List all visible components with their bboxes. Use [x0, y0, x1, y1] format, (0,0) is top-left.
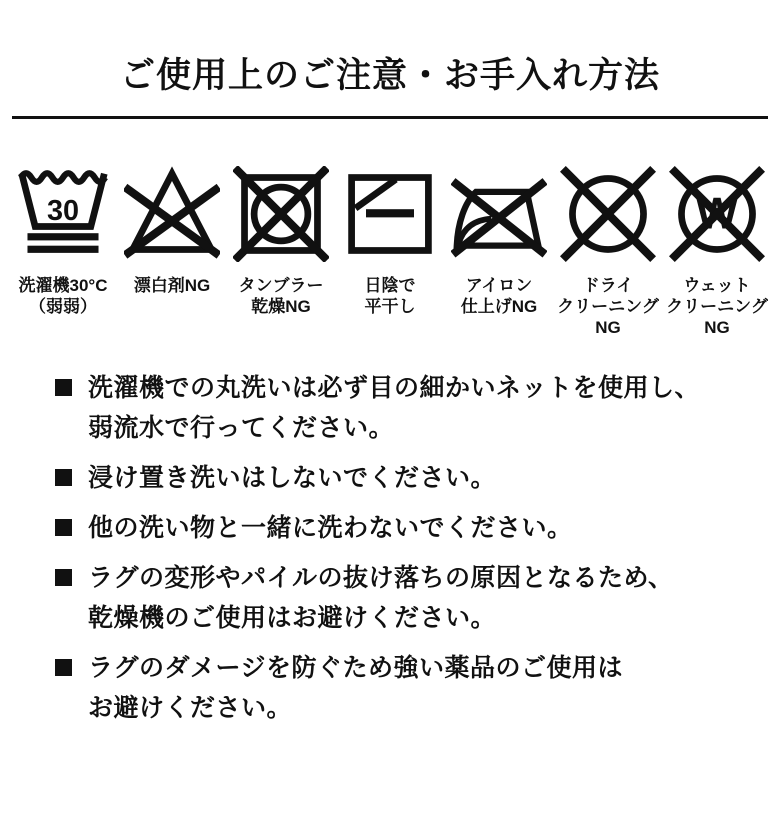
care-symbol-shade-flat-dry — [337, 166, 443, 317]
care-symbol-label — [557, 275, 659, 338]
care-symbol-label — [365, 275, 416, 317]
care-symbol-label-line: NG — [595, 318, 621, 337]
care-note-line: お避けください。 — [88, 694, 293, 722]
care-symbol-label-line: 洗濯機30°C — [18, 276, 108, 295]
care-note-line: ラグの変形やパイルの抜け落ちの原因となるため、 — [88, 564, 674, 592]
care-note-line: 他の洗い物と一緒に洗わないでください。 — [88, 514, 573, 542]
care-note — [55, 458, 762, 498]
care-note-text — [88, 368, 700, 448]
wash-30-weak-icon — [15, 166, 111, 262]
no-wet-cleaning-icon — [669, 166, 765, 262]
care-note-text — [88, 648, 623, 728]
page-title: ご使用上のご注意・お手入れ方法 — [119, 56, 660, 95]
care-symbol-label-line: 乾燥NG — [251, 297, 311, 316]
care-note — [55, 648, 762, 728]
care-symbol-label-line: 日陰で — [364, 276, 416, 295]
care-symbol-label-line: 平干し — [364, 297, 416, 316]
no-dry-cleaning-icon — [560, 166, 656, 262]
no-tumble-dry-icon — [233, 166, 329, 262]
care-note-text — [88, 458, 496, 498]
care-symbol-label-line: クリーニング — [666, 297, 768, 316]
no-iron-icon — [451, 166, 547, 262]
bullet-square-icon — [55, 569, 72, 586]
care-note-line: 浸け置き洗いはしないでください。 — [88, 464, 497, 492]
care-symbol-label-line: （弱弱） — [28, 297, 97, 316]
bullet-square-icon — [55, 659, 72, 676]
care-symbol-label — [239, 275, 324, 317]
care-symbol-label — [461, 275, 538, 317]
care-symbol-label — [134, 275, 211, 296]
care-note — [55, 508, 762, 548]
care-symbol-label — [19, 275, 108, 317]
care-symbol-label-line: ドライ — [582, 276, 634, 295]
bullet-square-icon — [55, 379, 72, 396]
care-note-line: 乾燥機のご使用はお避けください。 — [88, 604, 497, 632]
care-symbol-no-iron — [446, 166, 552, 317]
care-symbol-no-bleach — [119, 166, 225, 296]
care-symbol-label-line: タンブラー — [238, 276, 324, 295]
care-symbol-no-dry-cleaning — [555, 166, 661, 338]
care-note-line: ラグのダメージを防ぐため強い薬品のご使用は — [88, 654, 624, 682]
title-divider — [12, 116, 768, 119]
care-symbol-no-wet-cleaning — [664, 166, 770, 338]
care-symbol-label-line: 漂白剤NG — [133, 276, 211, 295]
care-symbol-label-line: ウェット — [683, 276, 751, 295]
wash-temperature-value: 30 — [46, 194, 80, 227]
care-note-text — [88, 508, 573, 548]
care-symbol-no-tumble-dry — [228, 166, 334, 317]
bullet-square-icon — [55, 469, 72, 486]
care-symbol-label-line: クリーニング — [557, 297, 659, 316]
care-notes-list — [0, 368, 780, 728]
care-symbol-label-line: 仕上げNG — [460, 297, 538, 316]
care-note-line: 洗濯機での丸洗いは必ず目の細かいネットを使用し、 — [88, 374, 701, 402]
care-symbol-label-line: NG — [704, 318, 730, 337]
care-symbol-label — [666, 275, 768, 338]
care-symbol-wash-30 — [10, 166, 116, 317]
care-symbols-row — [0, 166, 780, 338]
care-note-line: 弱流水で行ってください。 — [88, 414, 395, 442]
bullet-square-icon — [55, 519, 72, 536]
care-symbol-label-line: アイロン — [465, 276, 533, 295]
shade-flat-dry-icon — [342, 166, 438, 262]
care-note — [55, 558, 762, 638]
care-note — [55, 368, 762, 448]
wet-cleaning-letter: W — [696, 189, 738, 239]
no-bleach-icon — [124, 166, 220, 262]
care-note-text — [88, 558, 674, 638]
